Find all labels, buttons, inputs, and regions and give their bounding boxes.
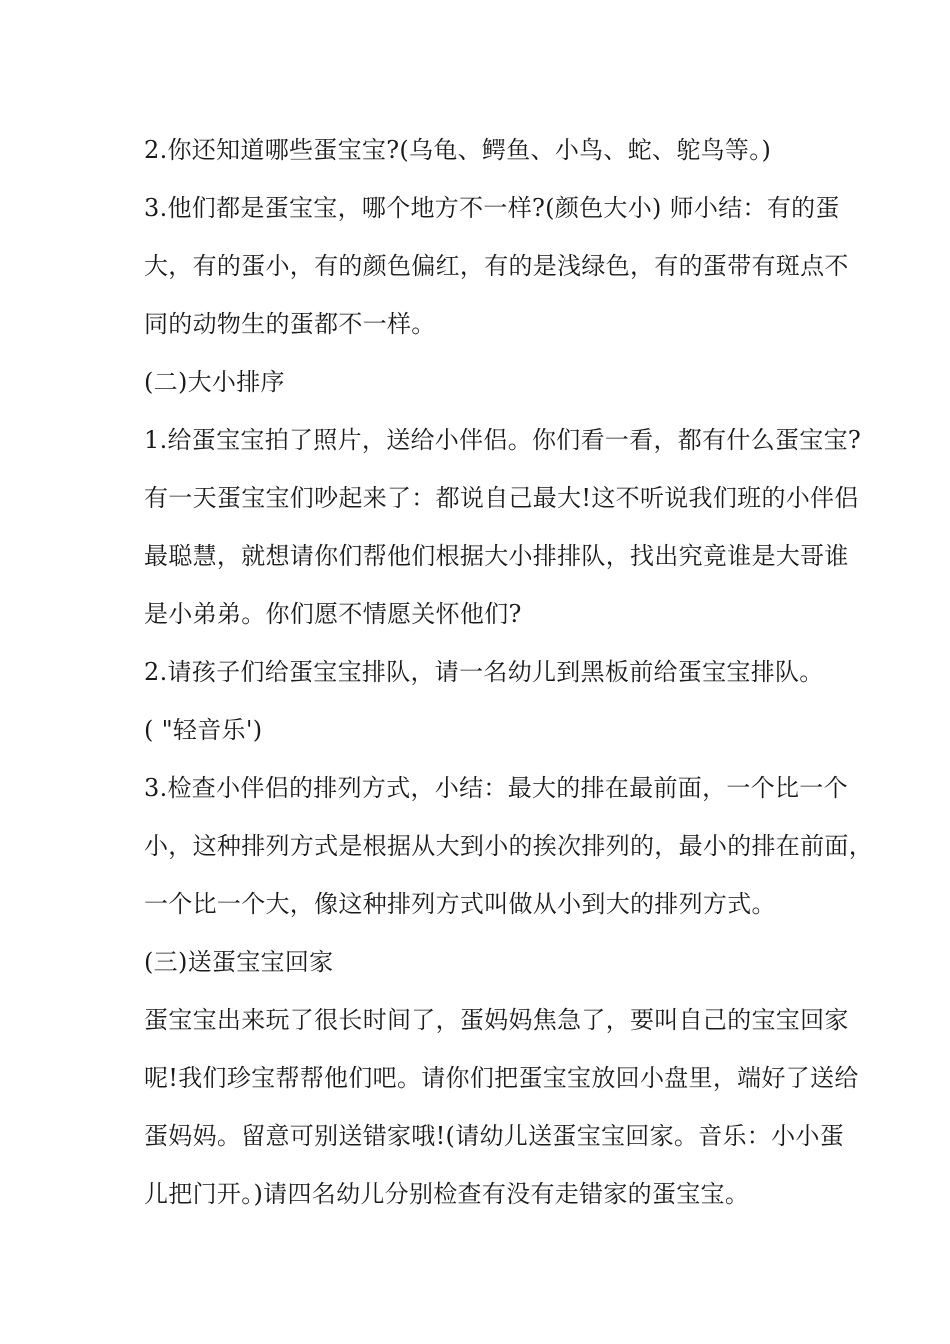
document-body	[144, 126, 873, 1228]
text-line: 是小弟弟。你们愿不情愿关怀他们?	[144, 600, 522, 628]
text-line: 同的动物生的蛋都不一样。	[144, 310, 436, 338]
text-line: 蛋宝宝出来玩了很长时间了，蛋妈妈焦急了，要叫自己的宝宝回家	[144, 1006, 849, 1034]
text-line: 大，有的蛋小，有的颜色偏红，有的是浅绿色，有的蛋带有斑点不	[144, 252, 849, 280]
section-heading: (二)大小排序	[144, 368, 285, 396]
text-line: 1.给蛋宝宝拍了照片，送给小伴侣。你们看一看，都有什么蛋宝宝?	[144, 426, 862, 454]
text-line: 有一天蛋宝宝们吵起来了：都说自己最大!这不听说我们班的小伴侣	[144, 484, 859, 512]
section-heading: (三)送蛋宝宝回家	[144, 948, 334, 976]
text-line: 3.检查小伴侣的排列方式，小结：最大的排在最前面，一个比一个	[144, 774, 848, 802]
text-line: 蛋妈妈。留意可别送错家哦!(请幼儿送蛋宝宝回家。音乐：小小蛋	[144, 1122, 845, 1150]
text-line: 呢!我们珍宝帮帮他们吧。请你们把蛋宝宝放回小盘里，端好了送给	[144, 1064, 859, 1092]
text-line: 儿把门开。)请四名幼儿分别检查有没有走错家的蛋宝宝。	[144, 1180, 750, 1208]
text-line: 3.他们都是蛋宝宝，哪个地方不一样?(颜色大小) 师小结：有的蛋	[144, 194, 840, 222]
text-line: 2.请孩子们给蛋宝宝排队，请一名幼儿到黑板前给蛋宝宝排队。	[144, 658, 824, 686]
text-line: 2.你还知道哪些蛋宝宝?(乌龟、鳄鱼、小鸟、蛇、鸵鸟等。)	[144, 136, 772, 164]
text-line: 小，这种排列方式是根据从大到小的挨次排列的，最小的排在前面，	[144, 832, 873, 860]
text-line: 最聪慧，就想请你们帮他们根据大小排排队，找出究竟谁是大哥谁	[144, 542, 849, 570]
text-line: 一个比一个大，像这种排列方式叫做从小到大的排列方式。	[144, 890, 776, 918]
text-line: ( "轻音乐')	[144, 716, 263, 744]
